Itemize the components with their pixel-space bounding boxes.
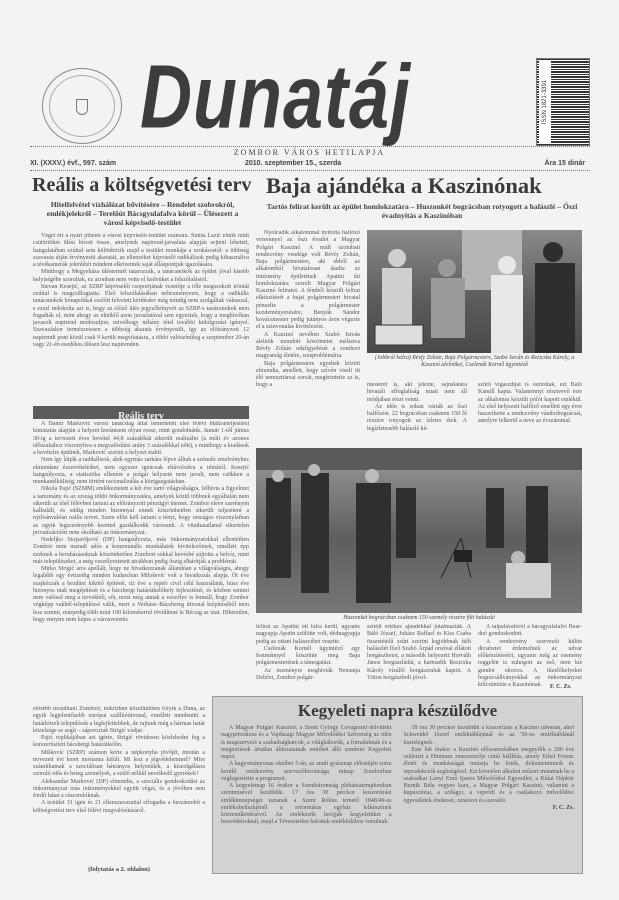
paragraph: Mišković (SZRP) számon kérte a népkonyha jövőjét, miután a tervezett évi keret mostanra kifúlt. Mi lesz a jégvédelemmel? Mire számíthatnak a szociálisan hátrányos helyzetűek, a kiszolgálásra szoruló idős és beteg személyek, a szülő nélkül nevelkedő gyerekek? bbox=[33, 749, 205, 778]
barcode bbox=[536, 58, 590, 146]
paragraph: Nedeljko Stojsavljević (DP) hangsúlyozta, más önkormányzatokkal ellentétben Zombor nem maradt adós a kommunális munkálatok kivitelezőinek, emellett épp ezeknek a beruházásoknak köszönhetően Zombort sokkal kevésbé sújtotta a belvíz, mint más településeket, a még veszélyeztetett utcákban pedig őszig elhárítják a problémát. bbox=[33, 537, 249, 565]
paragraph: Az eseményre meghívták Nemanja Delićet, Zombor polgár- bbox=[256, 667, 360, 681]
paragraph: A talpalávalóról a bácsgyulafalvi Bear-duó gondoskodott. bbox=[478, 624, 582, 638]
left-article-body-lower bbox=[33, 706, 205, 866]
right-article-col2 bbox=[367, 382, 467, 444]
paragraph: előrébb mozdítani Zombort, miközben közelünkben folyik a Duna, az egyik legjelentősebb európai szállítóútvonal, emellett mindenütt a határközeli települések a legfejlettebbek, de rajtunk még a hármas határ közelsége se segít – záporoztak Strigić vádjai. bbox=[33, 706, 205, 734]
paragraph: Este hét órakor a Kaszinó előcsarnokában megnyílik a 200 éve született a Himnusz zeneszerzője című kiállítás, amely Erkel Ferenc életét és munkásságát mutatja be fotók, dokumentumok és reprodukciók segítségével. Ezt követően alkalmi műsort mutatnak be a szabadkai Lányi Ernő Iparos Művelődési Egyesület, a Kúlai Népkör Burnik Béla vegyes kara, a Magyar Polgári Kaszinó, valamint a kupusziniai, a szilágyi, a vepródi és a csatlakozó művelődési egyesületek énekesei, zenészei és szavalói. bbox=[403, 746, 574, 804]
paragraph: Stevan Kesejić, az SZRP képviselői csoportjának vezetője a tőle megszokott iróniát ezúttal is megcsillogtatta. Első felszólalásában nehezményezte, hogy a radikális tanácsnokok hónapokkal ezelőtt felvetett kérdésére még mindig nem szolgáltak válasszal, s ezzel indokolta azt is, hogy az előző ülés jegyzőkönyvét az SZRP-s tanácsnokok nem fogadták el, mint ahogy az elnöklő azon javaslatával sem egyeztek, hogy a meghívóban javasolt napirend módosuljon, mivelhogy néhány tétel további kidolgozást igényel. Szavazáskor természetesen a többség akarata érvényesült, így az előirányzott 12 napirendi pont közül csak 9 került megvitatásra, a többi valószínűleg a szeptember 20-án vagy 21-én esedékes ülésen lesz napirenden. bbox=[33, 283, 249, 348]
section-heading-bar bbox=[33, 406, 249, 422]
barcode-issn-text: ISSN 1821-3391 bbox=[542, 79, 548, 125]
paragraph: mesterét is, aki jelezte, sajnálatára hivatali elfoglaltság miatt nem áll módjában részt venni. bbox=[367, 382, 467, 403]
photo-crowd-illustration bbox=[256, 448, 582, 613]
paragraph: Nikola Pajić (SZMM) emlékeztetett a két éve tartó világválságra, felhívta a figyelmet a tartomány és az ország többi önkormányzatára, amelyek közül többnek egyáltalán nem sikerült az első félévben tartani az előirányzott pénzügyi ütemet. Zombor eleve szerényen kalkulált, és eddig minden bizonnyal ennek köszönhetően sikerült teljesíteni a nyilvánvalóan reális tervet. Szem előtt kell tartani a tényt, hogy országos viszonylatban az egyik legszerényebb kerettel gazdálkodik városunk. A vitathatatlanul sikertelen privatizációért nem okolható az önkormányzat. bbox=[33, 486, 249, 536]
paragraph: Nyolcadik alkalommal nyitotta halfőző versennyel az őszi évadot a Magyar Polgári Kaszinó. A múlt szombati rendezvény vendége volt Révfy Zoltán, Baja polgármestere, aki ebből az alkalomból hivatalosan átadta az intézmény épületének Apatini úti homlokzatára szerelt Magyar Polgári Kaszinó feliratot. A fémből készült felirat elkészítését a bajai polgármesteri hivatal pénzelte a polgármester kezdeményezésére, Benyák Sándor kovácsmester pedig jutányos áron végezte el a színvonalas kivitelezést. bbox=[256, 230, 360, 331]
left-article-title: Reális a költségvetési terv bbox=[32, 174, 252, 196]
masthead-divider bbox=[30, 146, 590, 147]
issue-number: XI. (XXXV.) évf., 597. szám bbox=[30, 160, 117, 167]
paragraph: A Kaszinó nevében Szabó István alelnök mondott köszönetet méltatva Révfy Zoltán odafigyelését a zombori magyarság életére, sorsproblémáira. bbox=[256, 331, 360, 360]
left-article-intro bbox=[33, 233, 249, 403]
paragraph: Aleksandar Marković (DP) elmondta, a szociális gondoskodást az önkormányzat más intézményekkel együtt végzi, és a jövőben sem fordít hátat a rászorulóknak. bbox=[33, 778, 205, 799]
right-article-bottom-col1 bbox=[256, 624, 360, 692]
paragraph: A Magyar Polgári Kaszinó, a Szent György Lovagrend délvidéki nagypriorátusa és a Vajdasági Magyar Művelődési Szövetség az idén is megszervezi a szabadságharcok, a világháborúk, a forradalmak és a megtorlások ártatlan áldozatainak emlékét álló zombori Kegyeleti napot. bbox=[221, 725, 392, 760]
commemoration-col-left bbox=[221, 725, 392, 865]
right-article-col3 bbox=[478, 382, 582, 444]
paragraph: A rendezvény szervezői külön dicséretet érdemelnek az udvar előkészítéséért, ugyanis még az esemény reggelén is zuhogott az eső, nem kis gondot okozva. A tűzelőhelyeket bográcsállványokkal az önkormányzat kölcsönözte a Kaszinónak. bbox=[478, 638, 582, 686]
left-article-body bbox=[33, 421, 249, 706]
masthead-divider-bottom bbox=[30, 170, 590, 171]
seal-stamp bbox=[42, 68, 122, 144]
paragraph: Pajić replikájában azt ígérte, Strigić rövidesen közlekedni fog a korszerűsített bácsbergi határátkelőn. bbox=[33, 735, 205, 749]
right-article-signature: F. C. Zs. bbox=[550, 684, 572, 690]
photo-fish-soup-cooking bbox=[256, 448, 582, 613]
paragraph: Az idén is sokan várták az őszi halfőzést. 22 bográcsban csaknem 150 fő részére rotyogott az ízletes étek. A legízletesebb halászlé ké- bbox=[367, 403, 467, 432]
commemoration-box bbox=[212, 696, 583, 874]
paragraph: Nem így látják a radikálisok, akik egymás sarkára lépve álltak a szónoki emelvényhez elmondani észrevételeiket, nem egyszer igencsak eltávolodva a témától. Kesejić hangsúlyozta, a statisztika ellenére a polgár helyzete nem javult, nem csökken a munkanélküliség, nem történt racionalizálás a közigazgatásban. bbox=[33, 457, 249, 485]
paragraph: Baja polgármestere egyebek között elmondta, amellett, hogy szívén viseli itt élő nemzettársai sorsát, megérintette az is, hogy a bbox=[256, 360, 360, 389]
paragraph: Mirko Strigić arra apellált, hogy ne hivatkozzanak állandóan a világválságra, ahogy legalább egy évtizedig minden kudarcban Milošević volt a hivatkozás alapja. Öt éve szajkózzák a bezdáni kikötő építését, tíz éve a reptér civil célú használatát, húsz éve bizonyos utak megépítését és a bácsbergi határátkelőhely fejlesztését, és közben semmi nem valósul meg a tervekből, sőt, most még annak a veszélye is fennáll, hogy Zombor végképp vakbél-településsé válik, mert a Verbász–Bácsbereg útvonal kiépítéséből nem lesz semmi, márpedig több mint 100 kilométerrel rövidítené le Bécsig az utat. Hihetetlen, hogy ennyire nem képes a városvezetés bbox=[33, 566, 249, 623]
commemoration-signature: F. C. Zs. bbox=[552, 804, 574, 811]
right-article-bottom-col3 bbox=[478, 624, 582, 686]
paragraph: 18 óra 30 perckor kezdődik a koszorúzás a Kaszinó udvarán, ahol Schweidel József emléktáblájánál és az '56-os emléktáblánál tisztelegnek. bbox=[403, 725, 574, 746]
paragraph: felirat az Apatini úti fálra kerül, ugyanis nagyapja Apatin szülötte volt, dédnagyapja pedig az ottani halászcéhet vezette. bbox=[256, 624, 360, 645]
section-heading: Reális terv bbox=[118, 411, 164, 422]
masthead-tagline: ZOMBOR VÁROS HETILAPJA bbox=[233, 148, 386, 157]
paragraph: szítői vigaszdíjat is osztottak, ezt Báló Kamill kapta. Valamennyi résztvevő erre az alkalomra készült pólót kapott emlékül. Az első helyezett halfőző emellett egy évre hazavihette a rendezvény vándorbográcsát, amelyre felkerül a neve az évszámmal. bbox=[478, 382, 582, 425]
right-article-title: Baja ajándéka a Kaszinónak bbox=[266, 173, 542, 198]
paragraph: Véget ért a nyári pihenő a városi képviselő-testület számára. Siniša Lazić elnök múlt csütörtökre ülést hívott össze, amelynek napirend-javaslata alapján sejteni lehetett, hangulatában ezúttal sem különbözik majd a testület munkája a szokásostól: a többség szavazás útján érvényesíti akaratát, az ellenzéket képviselő radikálisok pedig kihasználva a tévékamerák jelenlétét mindent elkövetnek saját álláspontjuk igazolására. bbox=[33, 233, 249, 268]
photo-officials bbox=[367, 230, 582, 353]
continued-note[interactable]: (folytatás a 2. oldalon) bbox=[88, 866, 150, 873]
left-article-subtitle: Hitelfelvétel vízhálózat bővítésére – Rendelet szobrokról, emlékjelekről – Terelőút Bácsgyulafalva körül – Ülésezett a városi képviselő-testület bbox=[46, 200, 239, 227]
paragraph: Cselenák Kornél ügyintéző egy festménnyel köszönte meg Baja polgármesterének a támogatást. bbox=[256, 645, 360, 667]
right-article-subtitle: Tartós felirat került az épület homlokzatára – Huszonkét bográcsban rotyogott a halászlé – Őszi évadnyitás a Kaszinóban bbox=[266, 202, 578, 220]
paragraph: szítőit értékes ajándékkal jutalmazták. A Báló József, Juhász Raffael és Kiss Csaba összetételű zsűri szerint legjobbnak ítélt halászlét főző Szabó Árpád orsóval ellátott horgászbotot, a második helyezett Horváth János horgászládát, a harmadik Rezicska Károly vízálló horgászruhát kapott. A Triton horgászbolt jóvol- bbox=[367, 624, 471, 681]
masthead-title: Dunatáj bbox=[140, 47, 412, 148]
right-article-bottom-col2 bbox=[367, 624, 471, 692]
price: Ára 15 dinár bbox=[544, 160, 585, 167]
commemoration-col-right bbox=[404, 725, 575, 865]
photo-officials-caption: (Jobbról balra) Révfy Zoltán, Baja Polgármestere, Szabó István és Rezicska Károly, a Kaszinó alelnökei, Cselenák Kornél ügyintéző bbox=[374, 355, 575, 368]
photo-people-illustration bbox=[367, 230, 582, 353]
paragraph: A hagyományosan október 5-én, az aradi gyásznap előestéjén sorra kerülő rendezvény szervezőbizottsága minap Zomborban véglegesítette a programot. bbox=[221, 761, 392, 782]
paragraph: A testület 31 igen és 21 ellenszavazattal elfogadta a beszámolót a költségvetési terv első félévi megvalósításáról. bbox=[33, 800, 205, 814]
photo-fish-soup-caption: Huszonkét bográcsban csaknem 150 személy részére főtt halászlé bbox=[343, 615, 495, 621]
commemoration-title: Kegyeleti napra készülődve bbox=[297, 701, 498, 720]
paragraph: Minthogy a Megyeháza üléstermét tatarozzák, a tanácsnokok az épület jóval kisebb helyiségébe szorultak, ez azonban nem vette el kedvüket a felszólalástól. bbox=[33, 269, 249, 283]
paragraph: A Damir Marković városi tanácstag által ismertetett első félévi büdzsételjesítési kimutatás alapján a helyzet korántsem olyan rossz, mint gondolnánk. Január 1-től június 30-ig a tervezett éves bevétel 44,8 százalékát sikerült realizálni (a múlt év azonos időszakához viszonyítva a megvalósítási arány 3 százalékkal nőtt), s minthogy a kiadások a bevételre épülnek, Marković szerint a helyzet stabil. bbox=[33, 421, 249, 456]
right-article-col1 bbox=[256, 230, 360, 412]
issue-date: 2010. szeptember 15., szerda bbox=[245, 160, 342, 167]
paragraph: A kegyeletnap 16 órakor a Szentháromság plébániatemplomban szentmisével kezdődik. 17 óra 30 perckor koszorúzási emlékünnepséget tartanak a Szent Rókus temető 1848/49-es emlékobeliszkjénél a református egyház lelkészének közreműködésével. Az emlékezők lerójják kegyeletüket a honvédsíroknál, majd a Tévesztetlen halottak emlékfalához vonulnak. bbox=[221, 783, 392, 826]
